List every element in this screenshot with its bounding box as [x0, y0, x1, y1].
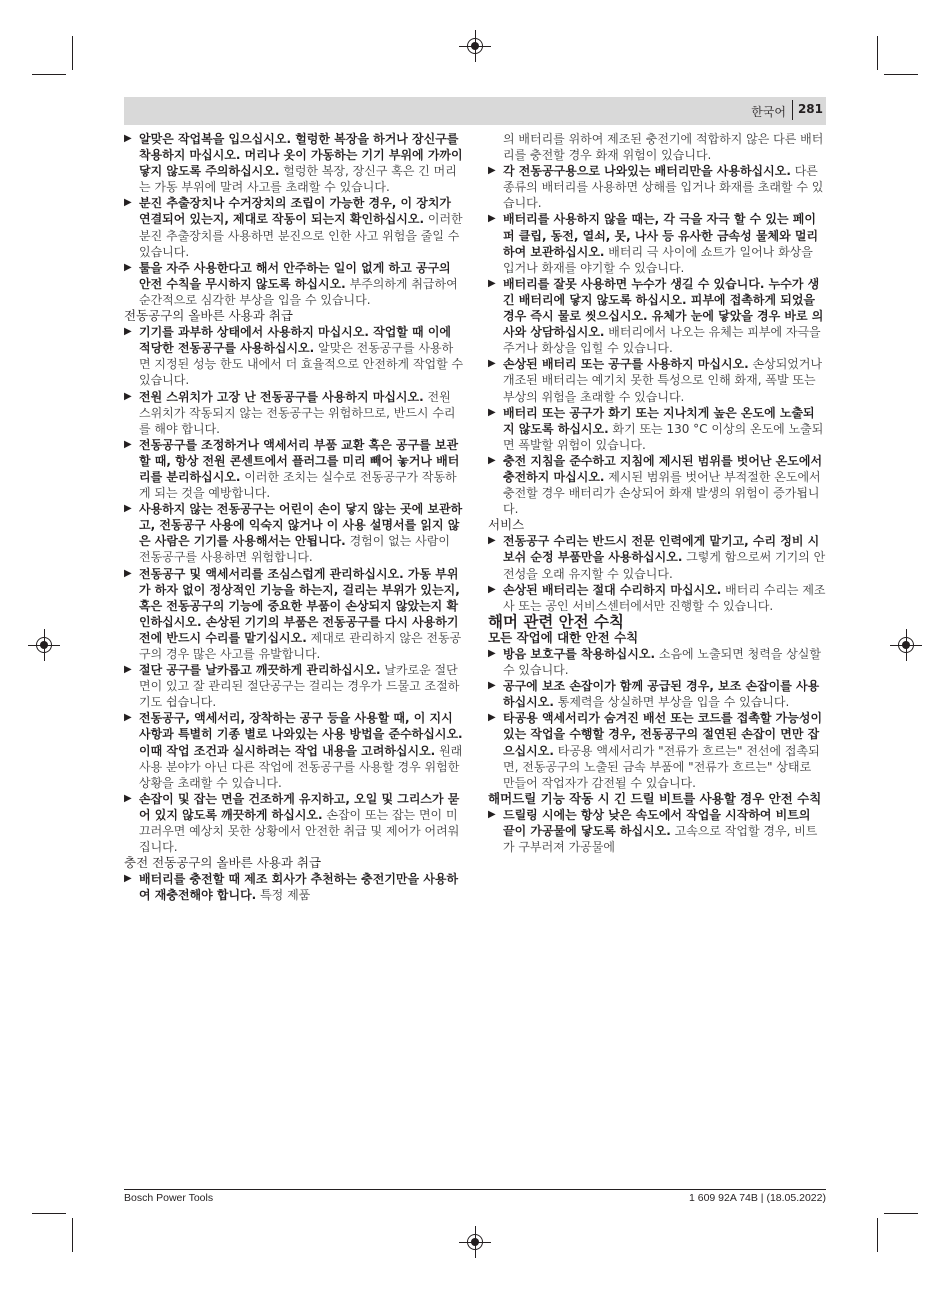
bullet-body-text: 제시된 범위를 벗어난 부적절한 온도에서 충전할 경우 배터리가 손상되어 화재 발생의 위험이 증가됩니다.: [503, 469, 821, 517]
registration-mark-icon: [467, 1234, 483, 1250]
bullet-bold-text: 배터리를 잘못 사용하면 누수가 생길 수 있습니다. 누수가 생긴 배터리에 닿지 않도록 하십시오. 피부에 접촉하게 되었을 경우 즉시 물로 씻으십시오. 유체가 눈에 닿았을 경우 바로 의사와 상담하십시오.: [503, 276, 824, 340]
bullet-body-text: 제대로 관리하지 않은 전동공구의 경우 많은 사고를 유발합니다.: [139, 630, 462, 661]
safety-bullet-item: [124, 710, 464, 790]
safety-bullet-item: [488, 582, 826, 614]
bullet-body-text: 손상되었거나 개조된 배터리는 예기치 못한 특성으로 인해 화재, 폭발 또는 부상의 위험을 초래할 수 있습니다.: [503, 357, 823, 404]
bullet-body-text: 배터리에서 나오는 유체는 피부에 자극을 주거나 화상을 입힐 수 있습니다.: [503, 325, 821, 356]
bullet-body-text: 전원 스위치가 작동되지 않는 전동공구는 위험하므로, 반드시 수리를 해야 합니다.: [139, 389, 456, 436]
bullet-bold-text: 손상된 배터리 또는 공구를 사용하지 마십시오.: [503, 357, 749, 372]
safety-bullet-item: [124, 437, 464, 501]
bullet-body-text: 타공용 액세서리가 "전류가 흐르는" 전선에 접촉되면, 전동공구의 노출된 금속 부품에 "전류가 흐르는" 상태로 만들어 작업자가 감전될 수 있습니다.: [503, 743, 820, 790]
bullet-body-text: 배터리 수리는 제조사 또는 공인 서비스센터에서만 진행할 수 있습니다.: [503, 582, 826, 613]
bullet-bold-text: 알맞은 작업복을 입으십시오. 헐렁한 복장을 하거나 장신구를 착용하지 마십시오. 머리나 옷이 가동하는 기기 부위에 가까이 닿지 않도록 주의하십시오.: [139, 132, 463, 179]
page-header: [124, 97, 826, 125]
bullet-bold-text: 배터리를 사용하지 않을 때는, 각 극을 자극 할 수 있는 페이퍼 클립, 동전, 열쇠, 못, 나사 등 유사한 금속성 물체와 멀리하여 보관하십시오.: [503, 212, 819, 259]
bullet-body-text: 고속으로 작업할 경우, 비트가 구부러져 가공물에: [503, 824, 818, 855]
bullet-bold-text: 분진 추출장치나 수거장치의 조립이 가능한 경우, 이 장치가 연결되어 있는지, 제대로 작동이 되는지 확인하십시오.: [139, 196, 452, 227]
safety-bullet-item: [124, 871, 464, 903]
section-subheading: 충전 전동공구의 올바른 사용과 취급: [124, 855, 322, 871]
registration-mark-icon: [898, 637, 914, 653]
safety-bullet-item: [124, 791, 464, 855]
bullet-body-text: 날카로운 절단면이 있고 잘 관리된 절단공구는 걸리는 경우가 드물고 조절하기도 쉽습니다.: [139, 663, 460, 710]
bullet-body-text: 이러한 조치는 실수로 전동공구가 작동하게 되는 것을 예방합니다.: [139, 469, 457, 501]
bullet-body-text: 알맞은 전동공구를 사용하면 지정된 성능 한도 내에서 더 효율적으로 안전하게 작업할 수 있습니다.: [139, 341, 464, 388]
crop-mark: [877, 1218, 878, 1252]
bullet-body-text: 이러한 분진 추출장치를 사용하면 분진으로 인한 사고 위험을 줄일 수 있습니다.: [139, 212, 463, 259]
bullet-body-text: 원래 사용 분야가 아닌 다른 작업에 전동공구를 사용할 경우 위험한 상황을 초래할 수 있습니다.: [139, 743, 463, 790]
header-language: 한국어: [751, 105, 786, 119]
safety-bullet-item: [488, 356, 826, 404]
crop-mark: [72, 36, 73, 70]
safety-bullet-item: [124, 131, 464, 195]
crop-mark: [72, 1218, 73, 1252]
bullet-body-text: 경험이 없는 사람이 전동공구를 사용하면 위험합니다.: [139, 534, 450, 565]
safety-bullet-item: [488, 678, 826, 710]
bullet-body-text: 화기 또는 130 °C 이상의 온도에 노출되면 폭발할 위험이 있습니다.: [503, 421, 824, 452]
right-column: [488, 131, 826, 1181]
safety-bullet-item: [124, 566, 464, 663]
safety-bullet-item: [124, 389, 464, 437]
bullet-bold-text: 배터리를 충전할 때 제조 회사가 추천하는 충전기만을 사용하여 재충전해야 합니다.: [139, 872, 459, 903]
bullet-bold-text: 전동공구, 액세서리, 장착하는 공구 등을 사용할 때, 이 지시 사항과 특별히 기종 별로 나와있는 사용 방법을 준수하십시오. 이때 작업 조건과 실시하려는 작업 내용을 고려하십시오.: [139, 711, 463, 758]
crop-mark: [32, 74, 66, 75]
safety-bullet-item: [488, 453, 826, 517]
footer-brand: Bosch Power Tools: [124, 1192, 214, 1204]
crop-mark: [884, 1213, 918, 1214]
registration-mark-icon: [36, 637, 52, 653]
section-heading: 해머 관련 안전 수칙: [488, 612, 624, 631]
bullet-body-text: 부주의하게 취급하여 순간적으로 심각한 부상을 입을 수 있습니다.: [139, 276, 458, 307]
safety-bullet-item: [488, 405, 826, 453]
bullet-body-text: 배터리 극 사이에 쇼트가 일어나 화상을 입거나 화재를 야기할 수 있습니다.: [503, 244, 813, 275]
bullet-bold-text: 타공용 액세서리가 숨겨진 배선 또는 코드를 접촉할 가능성이 있는 작업을 수행할 경우, 전동공구의 절연된 손잡이 면만 잡으십시오.: [503, 711, 823, 758]
left-column: [124, 131, 464, 1181]
safety-bullet-item: [488, 163, 826, 211]
section-subheading: 전동공구의 올바른 사용과 취급: [124, 308, 293, 324]
bullet-bold-text: 드릴링 시에는 항상 낮은 속도에서 작업을 시작하여 비트의 끝이 가공물에 닿도록 하십시오.: [503, 807, 811, 839]
bullet-bold-text: 손상된 배터리는 절대 수리하지 마십시오.: [503, 582, 722, 597]
bullet-body-text: 헐렁한 복장, 장신구 혹은 긴 머리는 가동 부위에 말려 사고를 초래할 수 있습니다.: [139, 164, 457, 195]
footer-doc-number: 1 609 92A 74B | (18.05.2022): [688, 1192, 826, 1204]
safety-bullet-item: [488, 276, 826, 356]
header-divider: [792, 100, 793, 120]
bullet-body-text: 손잡이 또는 잡는 면이 미끄러우면 예상치 못한 상황에서 안전한 취급 및 제어가 어려워집니다.: [139, 807, 460, 855]
page-number: 281: [797, 102, 823, 116]
crop-mark: [32, 1213, 66, 1214]
bullet-body-text: 그렇게 함으로써 기기의 안전성을 오래 유지할 수 있습니다.: [503, 550, 826, 581]
bullet-bold-text: 툴을 자주 사용한다고 해서 안주하는 일이 없게 하고 공구의 안전 수칙을 무시하지 않도록 하십시오.: [139, 260, 451, 291]
section-subheading: 해머드릴 기능 작동 시 긴 드릴 비트를 사용할 경우 안전 수칙: [488, 790, 822, 806]
safety-bullet-item: [488, 211, 826, 275]
registration-mark-icon: [467, 38, 483, 54]
bullet-bold-text: 절단 공구를 날카롭고 깨끗하게 관리하십시오.: [139, 663, 381, 678]
bullet-bold-text: 사용하지 않는 전동공구는 어린이 손이 닿지 않는 곳에 보관하고, 전동공구 사용에 익숙지 않거나 이 사용 설명서를 읽지 않은 사람은 기기를 사용해서는 안됩니다.: [139, 502, 463, 549]
bullet-bold-text: 전원 스위치가 고장 난 전동공구를 사용하지 마십시오.: [139, 389, 424, 404]
safety-bullet-item: [124, 195, 464, 259]
safety-bullet-item: [488, 646, 826, 678]
bullet-body-text: 특정 제품: [256, 888, 311, 903]
section-subheading: 서비스: [488, 517, 525, 533]
safety-bullet-item: [124, 260, 464, 308]
continued-text: 의 배터리를 위하여 제조된 충전기에 적합하지 않은 다른 배터리를 충전할 경우 화재 위험이 있습니다.: [503, 132, 824, 163]
bullet-body-text: 다른 종류의 배터리를 사용하면 상해를 입거나 화재를 초래할 수 있습니다.: [503, 164, 824, 211]
bullet-body-text: 통제력을 상실하면 부상을 입을 수 있습니다.: [553, 695, 790, 710]
footer-rule: [124, 1189, 826, 1190]
bullet-bold-text: 손잡이 및 잡는 면을 건조하게 유지하고, 오일 및 그리스가 묻어 있지 않도록 깨끗하게 하십시오.: [139, 791, 460, 822]
crop-mark: [877, 36, 878, 70]
bullet-body-text: 소음에 노출되면 청력을 상실할 수 있습니다.: [503, 647, 821, 678]
safety-bullet-item: [124, 324, 464, 388]
bullet-bold-text: 각 전동공구용으로 나와있는 배터리만을 사용하십시오.: [503, 164, 791, 179]
bullet-bold-text: 전동공구 수리는 반드시 전문 인력에게 맡기고, 수리 정비 시 보쉬 순정 부품만을 사용하십시오.: [503, 534, 820, 565]
safety-bullet-item: [124, 501, 464, 565]
bullet-bold-text: 기기를 과부하 상태에서 사용하지 마십시오. 작업할 때 이에 적당한 전동공구를 사용하십시오.: [139, 325, 452, 356]
bullet-bold-text: 공구에 보조 손잡이가 함께 공급된 경우, 보조 손잡이를 사용하십시오.: [503, 679, 820, 710]
bullet-bold-text: 전동공구 및 액세서리를 조심스럽게 관리하십시오. 가동 부위가 하자 없이 정상적인 기능을 하는지, 걸리는 부위가 있는지, 혹은 전동공구의 기능에 중요한 부품이 손상되지 않았는지 확인하십시오. 손상된 기기의 부품은 전동공구를 다시 사용하기 전에 반드시 수리를 맡기십시오.: [139, 566, 460, 645]
bullet-bold-text: 충전 지침을 준수하고 지침에 제시된 범위를 벗어난 온도에서 충전하지 마십시오.: [503, 453, 823, 484]
safety-bullet-item: [488, 533, 826, 581]
bullet-bold-text: 배터리 또는 공구가 화기 또는 지나치게 높은 온도에 노출되지 않도록 하십시오.: [503, 405, 815, 436]
safety-bullet-item: [124, 662, 464, 710]
bullet-bold-text: 방음 보호구를 착용하십시오.: [503, 647, 656, 661]
safety-bullet-item: [488, 710, 826, 790]
bullet-bold-text: 전동공구를 조정하거나 액세서리 부품 교환 혹은 공구를 보관할 때, 항상 전원 콘센트에서 플러그를 미리 빼어 놓거나 배터리를 분리하십시오.: [139, 437, 460, 484]
crop-mark: [884, 74, 918, 75]
safety-bullet-item: [488, 807, 826, 855]
section-subheading: 모든 작업에 대한 안전 수칙: [488, 629, 639, 645]
